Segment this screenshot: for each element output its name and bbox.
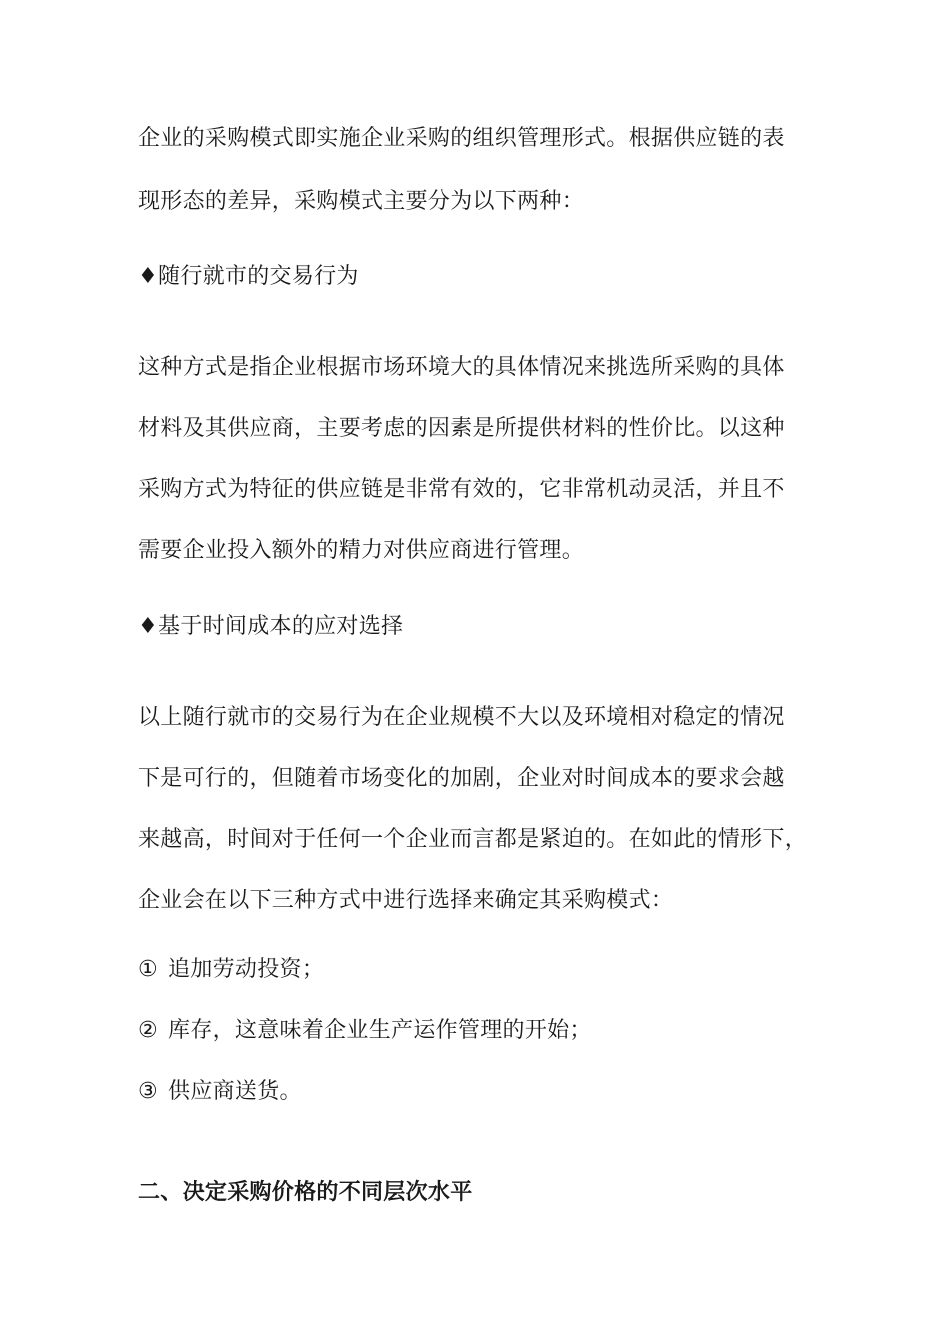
list-item-text: 库存，这意味着企业生产运作管理的开始； [168, 1018, 592, 1043]
paragraph-2-line-2: 材料及其供应商，主要考虑的因素是所提供材料的性价比。以这种 [138, 416, 785, 441]
list-marker: ③ [138, 1079, 159, 1104]
list-item-text: 追加劳动投资； [168, 957, 325, 982]
paragraph-2-line-3: 采购方式为特征的供应链是非常有效的，它非常机动灵活，并且不 [138, 477, 785, 502]
bullet-heading-1: ♦随行就市的交易行为 [138, 264, 359, 289]
paragraph-1-line-1: 企业的采购模式即实施企业采购的组织管理形式。根据供应链的表 [138, 126, 785, 151]
paragraph-3-line-3: 来越高，时间对于任何一个企业而言都是紧迫的。在如此的情形下， [138, 827, 808, 852]
list-marker: ① [138, 957, 159, 982]
list-item [138, 1016, 592, 1046]
paragraph-1-line-2: 现形态的差异，采购模式主要分为以下两种： [138, 189, 585, 214]
section-heading: 二、决定采购价格的不同层次水平 [138, 1180, 473, 1205]
paragraph-2-line-1: 这种方式是指企业根据市场环境大的具体情况来挑选所采购的具体 [138, 355, 785, 380]
bullet-heading-2: ♦基于时间成本的应对选择 [138, 614, 404, 639]
list-item [138, 955, 324, 985]
list-item [138, 1077, 302, 1107]
paragraph-3-line-1: 以上随行就市的交易行为在企业规模不大以及环境相对稳定的情况 [138, 705, 785, 730]
list-marker: ② [138, 1018, 159, 1043]
list-item-text: 供应商送货。 [168, 1079, 302, 1104]
paragraph-3-line-4: 企业会在以下三种方式中进行选择来确定其采购模式： [138, 888, 674, 913]
paragraph-2-line-4: 需要企业投入额外的精力对供应商进行管理。 [138, 538, 585, 563]
paragraph-3-line-2: 下是可行的，但随着市场变化的加剧，企业对时间成本的要求会越 [138, 766, 785, 791]
